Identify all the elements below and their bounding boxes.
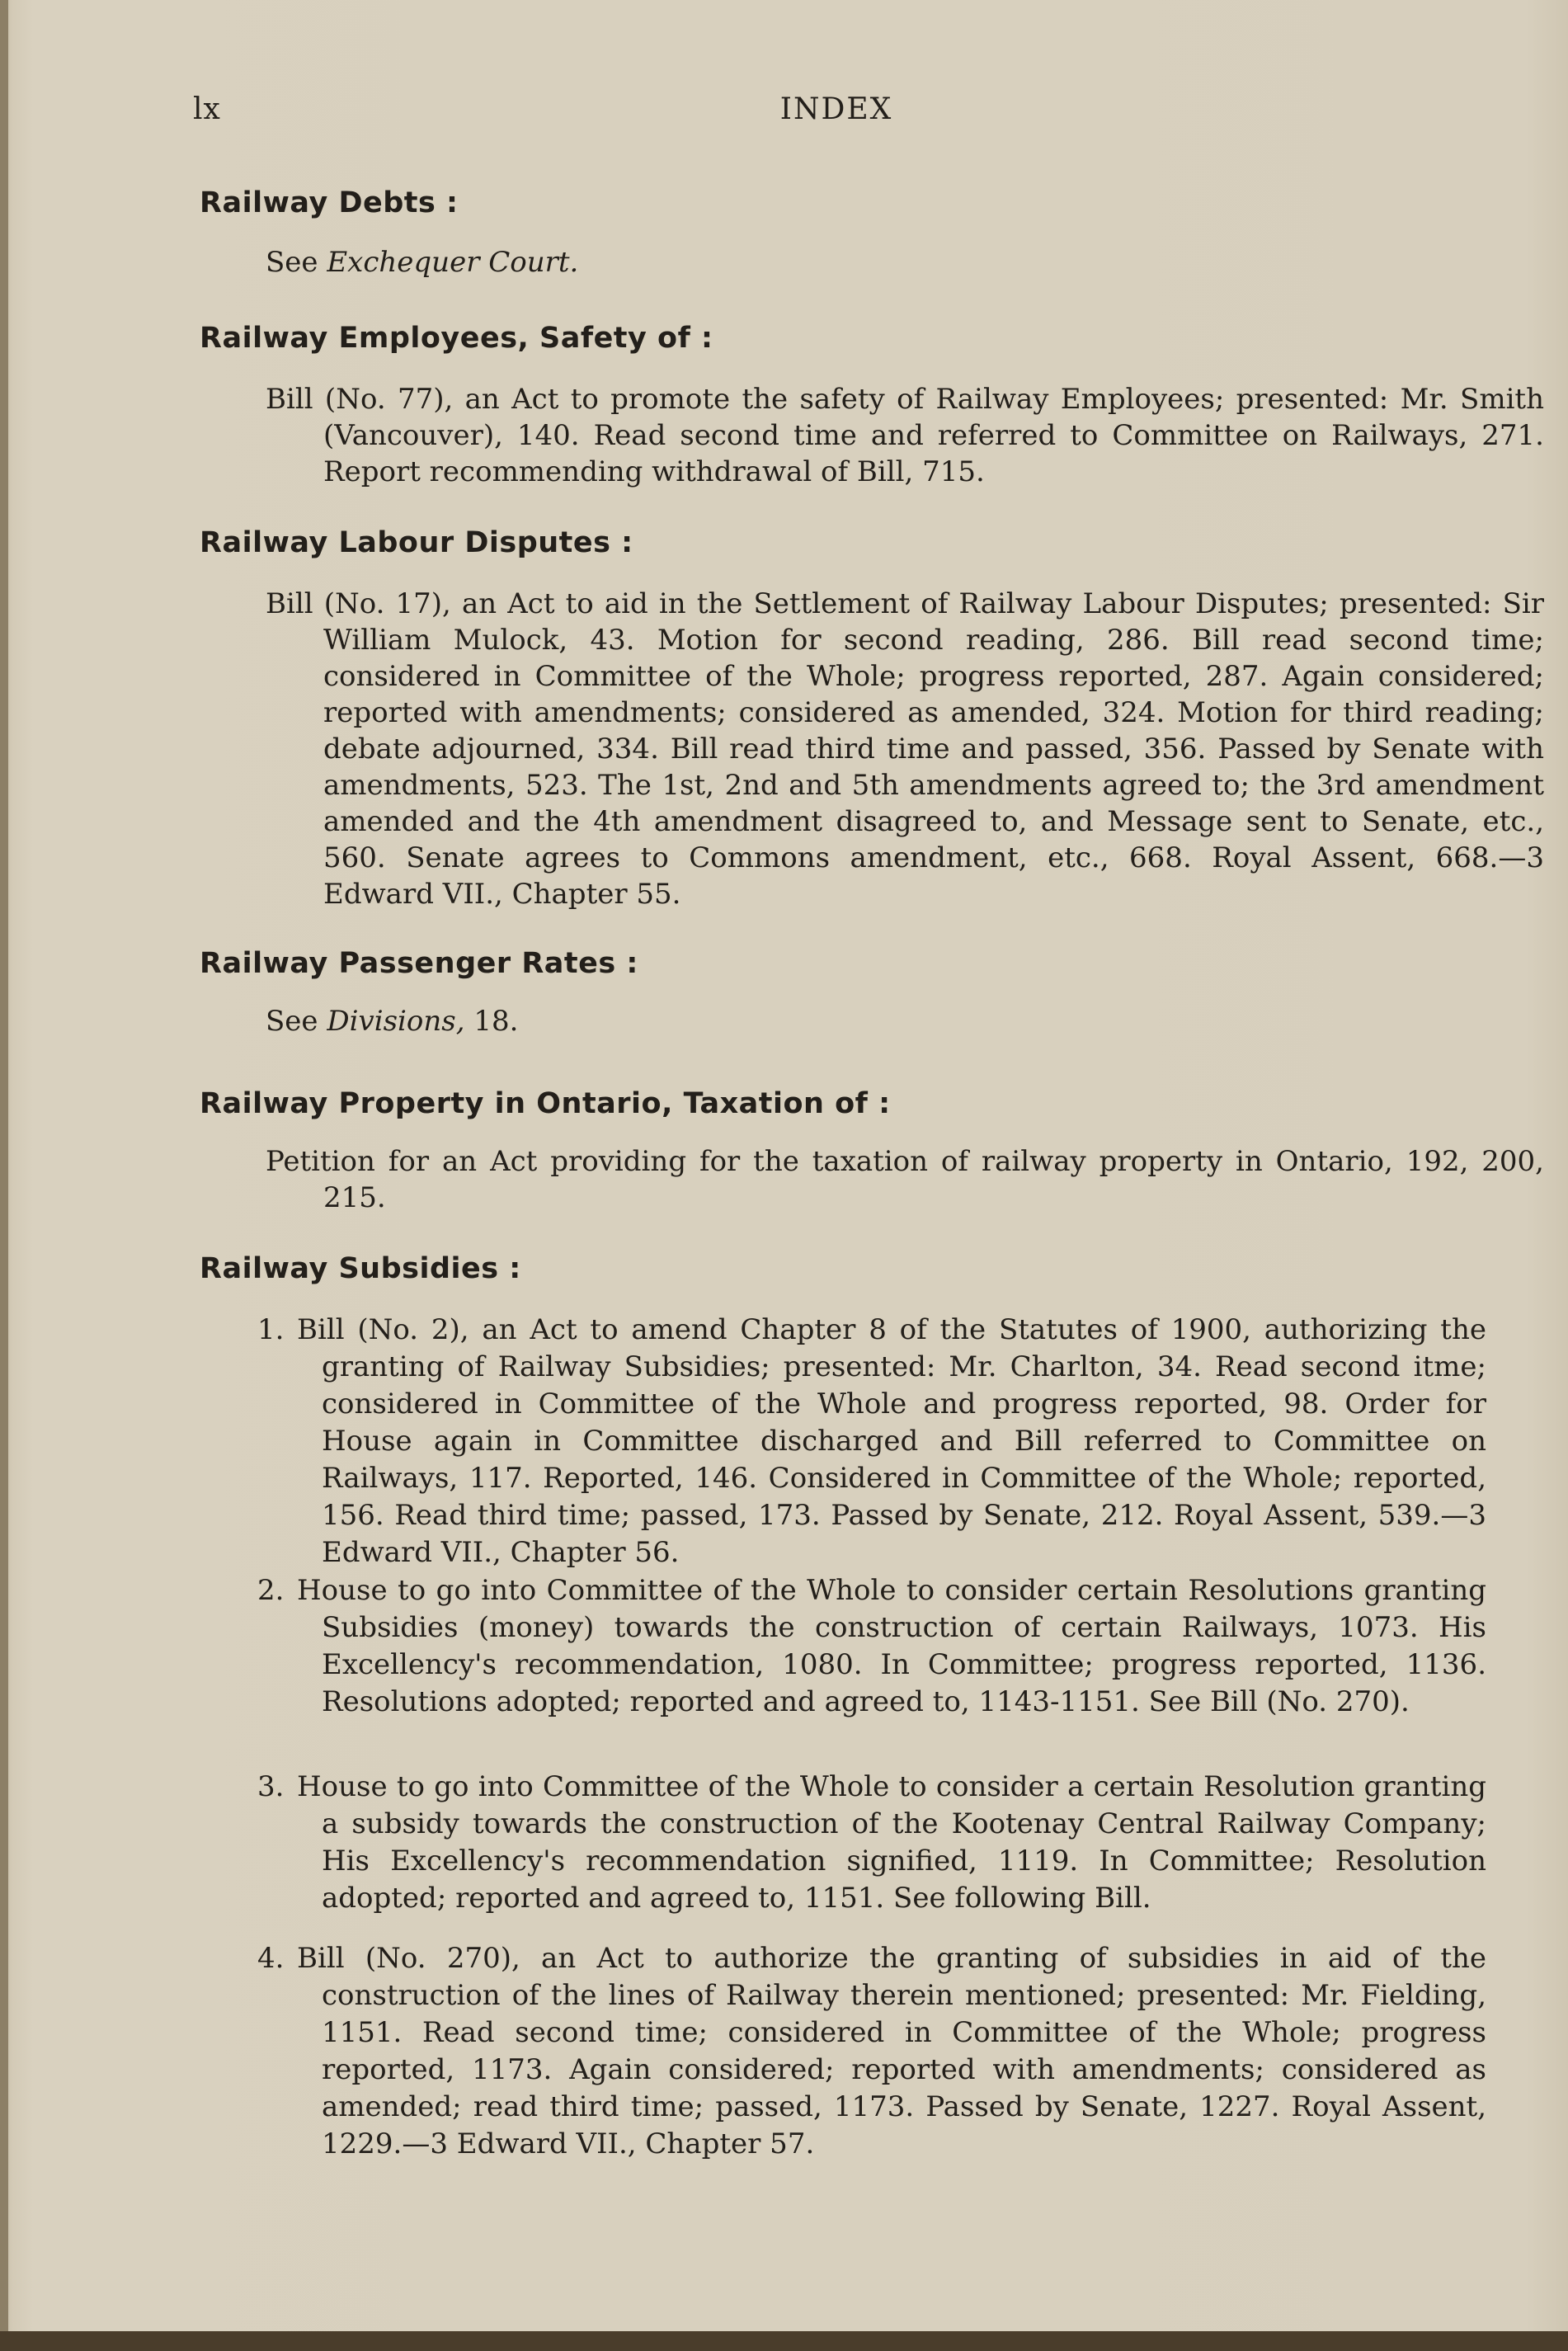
item-text: House to go into Committee of the Whole to consider a certain Resolution granting a subsidy towards the construction of the Kootenay Central Railway Company; His Excellency's recommendation signified, 1119. In Committee; Resolution adopted; reported and agreed to, 1151. See following Bill. (297, 1770, 1486, 1915)
entry-heading-railway-debts: Railway Debts : (200, 186, 459, 219)
entry-heading-railway-labour-disputes: Railway Labour Disputes : (200, 526, 633, 559)
entry-text-railway-property-ontario: Petition for an Act providing for the taxation of railway property in Ontario, 192, 200, 215. (266, 1145, 1544, 1214)
entry-text-railway-labour-disputes: Bill (No. 17), an Act to aid in the Settlement of Railway Labour Disputes; presented: Sir William Mulock, 43. Motion for second reading, 286. Bill read second time; considered in Committee of the Whole; progress reported, 287. Again considered; reported with amendments; considered as amended, 324. Motion for third reading; debate adjourned, 334. Bill read third time and passed, 356. Passed by Senate with amendments, 523. The 1st, 2nd and 5th amendments agreed to; the 3rd amendment amended and the 4th amendment disagreed to, and Message sent to Senate, etc., 560. Senate agrees to Commons amendment, etc., 668. Royal Assent, 668.—3 Edward VII., Chapter 55. (266, 587, 1544, 911)
item-text: Bill (No. 270), an Act to authorize the granting of subsidies in aid of the construction of the lines of Railway therein mentioned; presented: Mr. Fielding, 1151. Read second time; considered in Committee of the Whole; progress reported, 1173. Again considered; reported with amendments; considered as amended; read third time; passed, 1173. Passed by Senate, 1227. Royal Assent, 1229.—3 Edward VII., Chapter 57. (297, 1942, 1486, 2160)
page-references: 18. (473, 1005, 519, 1038)
subsidies-item-3 (257, 1769, 1486, 1917)
cross-reference: Divisions, (327, 1005, 465, 1038)
item-number: 3. (257, 1770, 285, 1803)
entry-heading-railway-passenger-rates: Railway Passenger Rates : (200, 947, 638, 980)
entry-heading-railway-property-ontario: Railway Property in Ontario, Taxation of : (200, 1087, 891, 1120)
item-text: House to go into Committee of the Whole to consider certain Resolutions granting Subsidies (money) towards the construction of certain Railways, 1073. His Excellency's recommendation, 1080. In Committee; progress reported, 1136. Resolutions adopted; reported and agreed to, 1143-1151. See Bill (No. 270). (297, 1574, 1486, 1718)
entry-heading-railway-subsidies: Railway Subsidies : (200, 1252, 521, 1285)
page-bottom-edge (0, 2331, 1568, 2351)
entry-text-railway-employees: Bill (No. 77), an Act to promote the safety of Railway Employees; presented: Mr. Smith (Vancouver), 140. Read second time and referred to Committee on Railways, 271. Report recommending withdrawal of Bill, 715. (266, 383, 1544, 488)
item-number: 4. (257, 1942, 285, 1975)
entry-text-railway-debts (266, 244, 1486, 280)
subsidies-item-4 (257, 1940, 1486, 2163)
entry-heading-railway-employees: Railway Employees, Safety of : (200, 322, 713, 355)
see-label: See (266, 246, 318, 279)
running-head (193, 92, 1480, 134)
cross-reference: Exchequer Court. (327, 246, 579, 279)
item-number: 1. (257, 1313, 285, 1346)
see-label: See (266, 1005, 318, 1038)
subsidies-item-1 (257, 1312, 1486, 1571)
page-title: INDEX (779, 92, 893, 126)
page-number: lx (193, 92, 221, 126)
item-number: 2. (257, 1574, 285, 1607)
subsidies-item-2 (257, 1572, 1486, 1721)
page-spine-shadow (0, 0, 8, 2351)
item-text: Bill (No. 2), an Act to amend Chapter 8 of the Statutes of 1900, authorizing the granting of Railway Subsidies; presented: Mr. Charlton, 34. Read second itme; considered in Committee of the Whole and progress reported, 98. Order for House again in Committee discharged and Bill referred to Committee on Railways, 117. Reported, 146. Considered in Committee of the Whole; reported, 156. Read third time; passed, 173. Passed by Senate, 212. Royal Assent, 539.—3 Edward VII., Chapter 56. (297, 1313, 1486, 1569)
entry-text-railway-passenger-rates (266, 1003, 1486, 1039)
